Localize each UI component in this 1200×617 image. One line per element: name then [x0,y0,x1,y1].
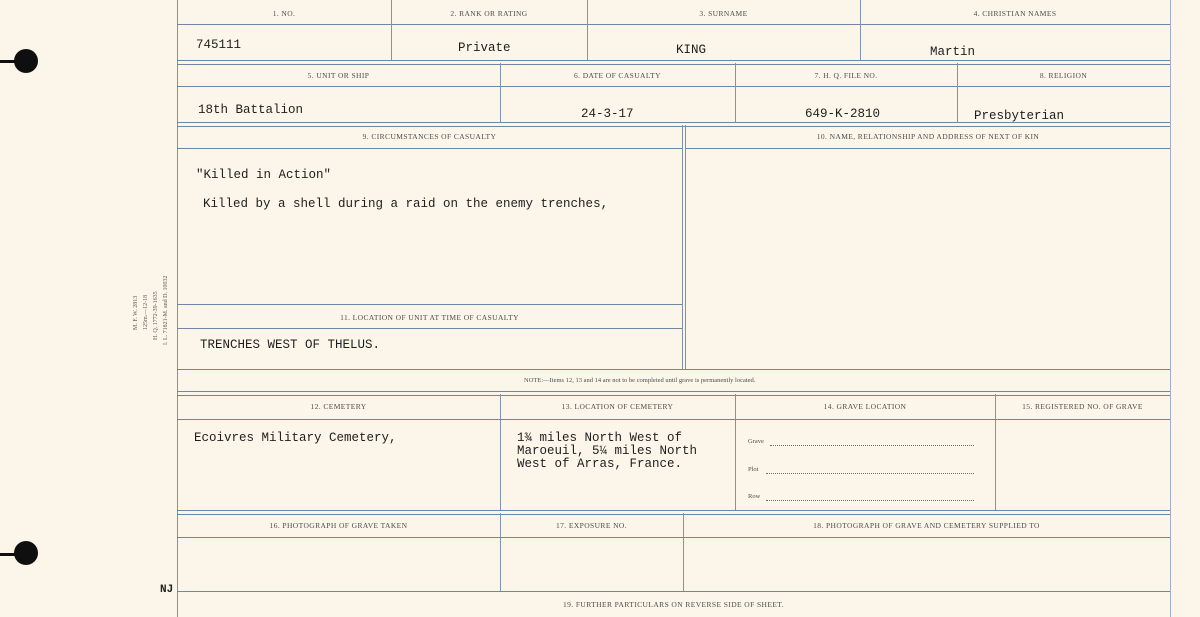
header-surname: 3. SURNAME [699,9,748,18]
header-religion: 8. RELIGION [1039,71,1088,80]
location-of-unit: TRENCHES WEST OF THELUS. [200,338,381,352]
header-grave-location: 14. GRAVE LOCATION [823,402,907,411]
divider [735,394,736,510]
christian-names: Martin [930,45,976,59]
punch-hole-top [14,49,38,73]
header-circumstances: 9. CIRCUMSTANCES OF CASUALTY [362,132,497,141]
row4-header-rule [177,419,1170,420]
row2-header-rule [177,86,1170,87]
form-right-border [1170,0,1171,617]
divider [500,394,501,510]
footer-top-rule [177,591,1170,592]
note-bottom-rule [177,391,1170,396]
unit: 18th Battalion [198,103,304,117]
hq-file-no: 649-K-2810 [805,107,881,121]
punch-hole-bottom [14,541,38,565]
location-unit-header-rule [177,328,682,329]
header-unit: 5. UNIT OR SHIP [307,71,370,80]
circumstances-line-2: Killed by a shell during a raid on the enemy trenches, [203,197,609,211]
header-photo-supplied: 18. PHOTOGRAPH OF GRAVE AND CEMETERY SUPPLIED TO [813,521,1040,530]
plot-label: Plot [748,466,759,473]
header-file-no: 7. H. Q. FILE NO. [814,71,878,80]
divider [995,394,996,510]
dotted-line [766,500,974,501]
date-of-casualty: 24-3-17 [581,107,634,121]
grave-label: Grave [748,438,764,445]
header-no: 1. NO. [272,9,296,18]
divider [685,125,686,370]
circumstances-header-rule [177,148,682,149]
form-code-3: H. Q. 1772-39-1635 [153,291,159,340]
header-exposure-no: 17. EXPOSURE NO. [556,521,627,530]
form-code-2: 125m.—12-18 [143,294,149,330]
header-rank: 2. RANK OR RATING [450,9,528,18]
note-text: NOTE:—Items 12, 13 and 14 are not to be completed until grave is permanently located. [524,377,756,384]
circumstances-line-1: "Killed in Action" [196,168,332,182]
form-code-4: I. L. 71821-M. and D. 10032 [163,275,169,345]
row5-header-rule [177,537,1170,538]
header-registered-no: 15. REGISTERED NO. OF GRAVE [1022,402,1143,411]
header-cemetery: 12. CEMETERY [310,402,367,411]
divider [682,125,683,370]
kin-header-rule [686,148,1170,149]
header-next-of-kin: 10. NAME, RELATIONSHIP AND ADDRESS OF NEXT OF KIN [816,132,1040,141]
cemetery-name: Ecoivres Military Cemetery, [194,431,397,445]
rank: Private [458,41,511,55]
header-photo-taken: 16. PHOTOGRAPH OF GRAVE TAKEN [269,521,408,530]
header-date: 6. DATE OF CASUALTY [574,71,661,80]
footer-further-particulars: 19. FURTHER PARTICULARS ON REVERSE SIDE OF SHEET. [562,600,784,609]
initials: NJ [160,584,174,596]
row1-bottom-rule [177,60,1170,65]
row-label: Row [748,493,761,500]
form-code-1: M. F. W. 2813 [133,295,139,330]
header-location-unit: 11. LOCATION OF UNIT AT TIME OF CASUALTY [340,313,519,322]
surname: KING [676,43,707,57]
header-location-cemetery: 13. LOCATION OF CEMETERY [561,402,674,411]
header-christian-names: 4. CHRISTIAN NAMES [973,9,1057,18]
cemetery-location: 1¾ miles North West of Maroeuil, 5¼ miles North West of Arras, France. [517,431,698,471]
religion: Presbyterian [974,109,1065,123]
row1-header-rule [177,24,1170,25]
note-top-rule [177,369,1170,370]
location-unit-top-rule [177,304,682,305]
service-number: 745111 [196,38,242,52]
dotted-line [770,445,974,446]
dotted-line [766,473,974,474]
row5-top-rule [177,510,1170,515]
